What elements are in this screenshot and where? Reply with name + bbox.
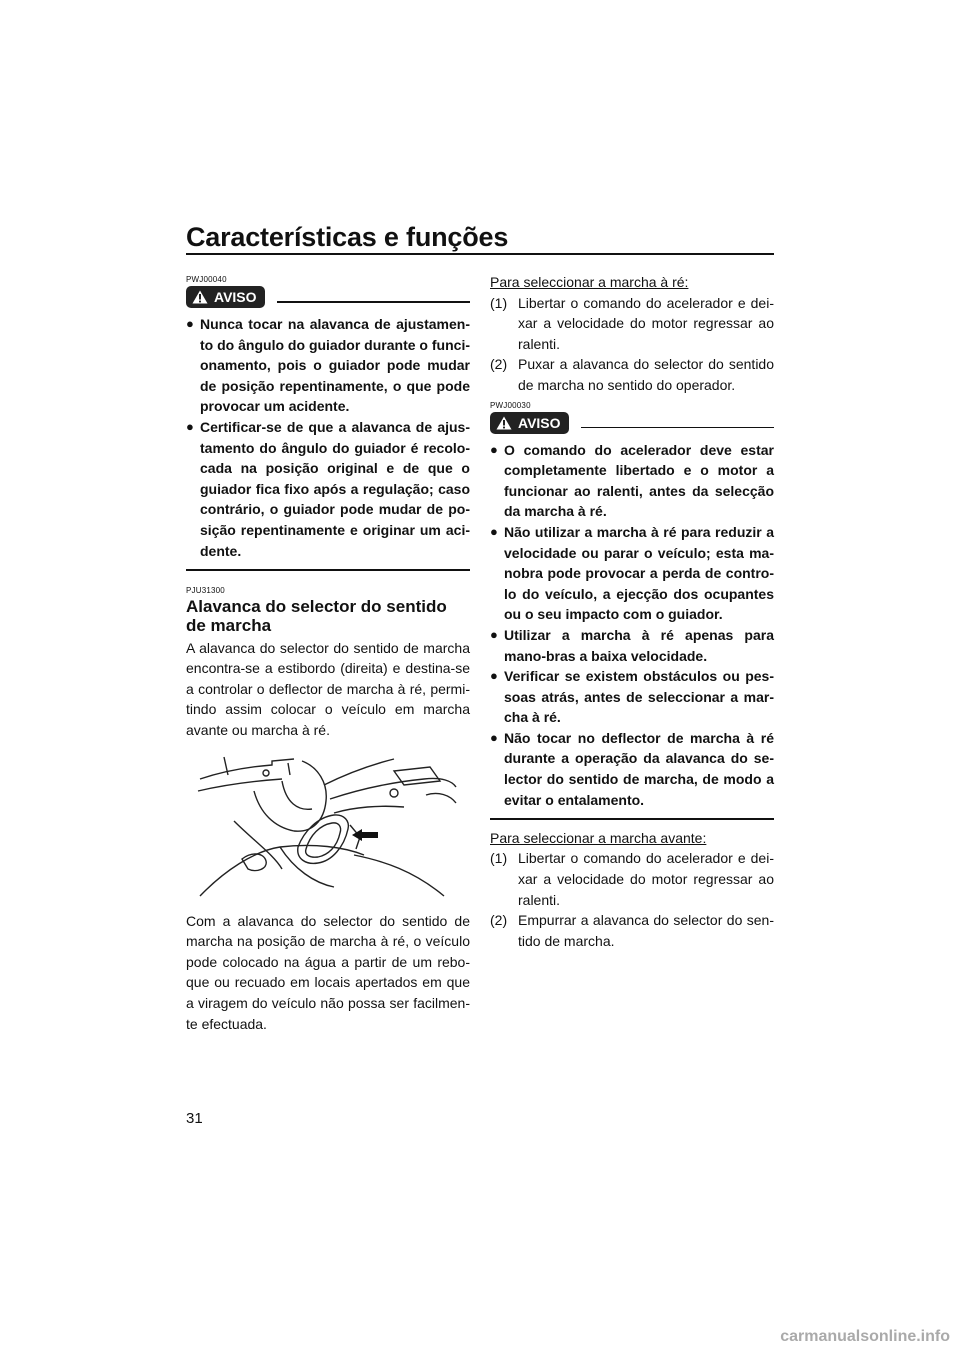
- warning-header: [490, 412, 774, 434]
- warning-rule: [277, 301, 470, 303]
- warning-item: ● Não tocar no deflector de marcha à ré durante a operação da alavanca do se-lector do sentido de marcha, de modo a evitar o entalamento.: [490, 729, 774, 808]
- warning-triangle-icon: [192, 290, 208, 304]
- section-intro: A alavanca do selector do sentido de marcha encontra-se a estibordo (direita) e destina-se a controlar o deflector de marcha à ré, permi-tindo assim colocar o veículo em marcha avante ou marcha à ré.: [186, 639, 470, 738]
- warning-item: ● Utilizar a marcha à ré apenas para mano-bras a baixa velocidade.: [490, 626, 774, 664]
- bullet-icon: ●: [490, 729, 498, 745]
- section-after-figure: Com a alavanca do selector do sentido de marcha na posição de marcha à ré, o veículo pode colocado na água a partir de um rebo-que ou recuado em locais apertados em que a viragem do veículo não possa ser facilmen-te efectuada.: [186, 912, 470, 1032]
- bullet-icon: ●: [490, 441, 498, 457]
- bullet-icon: ●: [490, 626, 498, 642]
- warning-triangle-icon: [496, 416, 512, 430]
- reverse-heading: Para seleccionar a marcha à ré:: [490, 274, 689, 290]
- step-item: (2) Puxar a alavanca do selector do sentido de marcha no sentido do operador.: [490, 356, 774, 393]
- shift-lever-illustration: [194, 751, 464, 901]
- warning-end-rule: [186, 569, 470, 571]
- warning-code: PWJ00040: [186, 275, 227, 284]
- forward-heading: Para seleccionar a marcha avante:: [490, 829, 707, 846]
- warning-code: PWJ00030: [490, 400, 531, 410]
- title-rule: [186, 253, 774, 255]
- page-number: 31: [186, 1110, 203, 1127]
- warning-header: [186, 286, 470, 308]
- page-title: Características e funções: [186, 222, 509, 252]
- section-code: PJU31300: [186, 585, 225, 595]
- warning-end-rule: [490, 818, 774, 820]
- warning-badge: [186, 286, 265, 308]
- right-column: [490, 272, 774, 951]
- warning-label: AVISO: [214, 289, 257, 305]
- warning-rule: [581, 427, 774, 429]
- forward-steps: [490, 848, 774, 951]
- step-item: (1) Libertar o comando do acelerador e dei-xar a velocidade do motor regressar ao ralenti.: [490, 850, 774, 908]
- step-item: (1) Libertar o comando do acelerador e dei-xar a velocidade do motor regressar ao ralenti.: [490, 294, 774, 352]
- warning-list: [186, 314, 470, 561]
- bullet-icon: ●: [490, 668, 498, 684]
- reverse-steps: [490, 293, 774, 396]
- warning-label: AVISO: [518, 414, 561, 431]
- warning-list: [490, 440, 774, 811]
- section-title: Alavanca do selector do sentido de marcha: [186, 596, 447, 635]
- warning-item: ● Nunca tocar na alavanca de ajustamen-to do ângulo do guiador durante o funci-onamento, pois o guiador pode mudar de posição repentinamente, o que pode provocar um acidente.: [186, 316, 470, 415]
- warning-item: ● Não utilizar a marcha à ré para reduzir a velocidade ou parar o veículo; esta ma-nobra pode provocar a perda de contro-lo do veículo, a ejecção dos ocupantes ou o seu impacto com o guiador.: [490, 523, 774, 623]
- bullet-icon: ●: [490, 523, 498, 539]
- step-item: (2) Empurrar a alavanca do selector do sen-tido de marcha.: [490, 912, 774, 949]
- warning-item: ● Verificar se existem obstáculos ou pes-soas atrás, antes de seleccionar a mar-cha à ré.: [490, 668, 774, 726]
- bullet-icon: ●: [186, 418, 194, 434]
- left-column: [186, 276, 470, 1034]
- warning-item: ● O comando do acelerador deve estar completamente libertado e o motor a funcionar ao ralenti, antes da selecção da marcha à ré.: [490, 441, 774, 520]
- watermark: carmanualsonline.info: [780, 1328, 950, 1345]
- bullet-icon: ●: [186, 316, 194, 331]
- warning-badge: [490, 412, 569, 434]
- warning-item: ● Certificar-se de que a alavanca de ajus-tamento do ângulo do guiador é recolo-cada na posição original e de que o guiador fica fixo após a regulação; caso contrário, o guiador pode mudar de po-sição repentinamente e originar um aci-dente.: [186, 418, 470, 559]
